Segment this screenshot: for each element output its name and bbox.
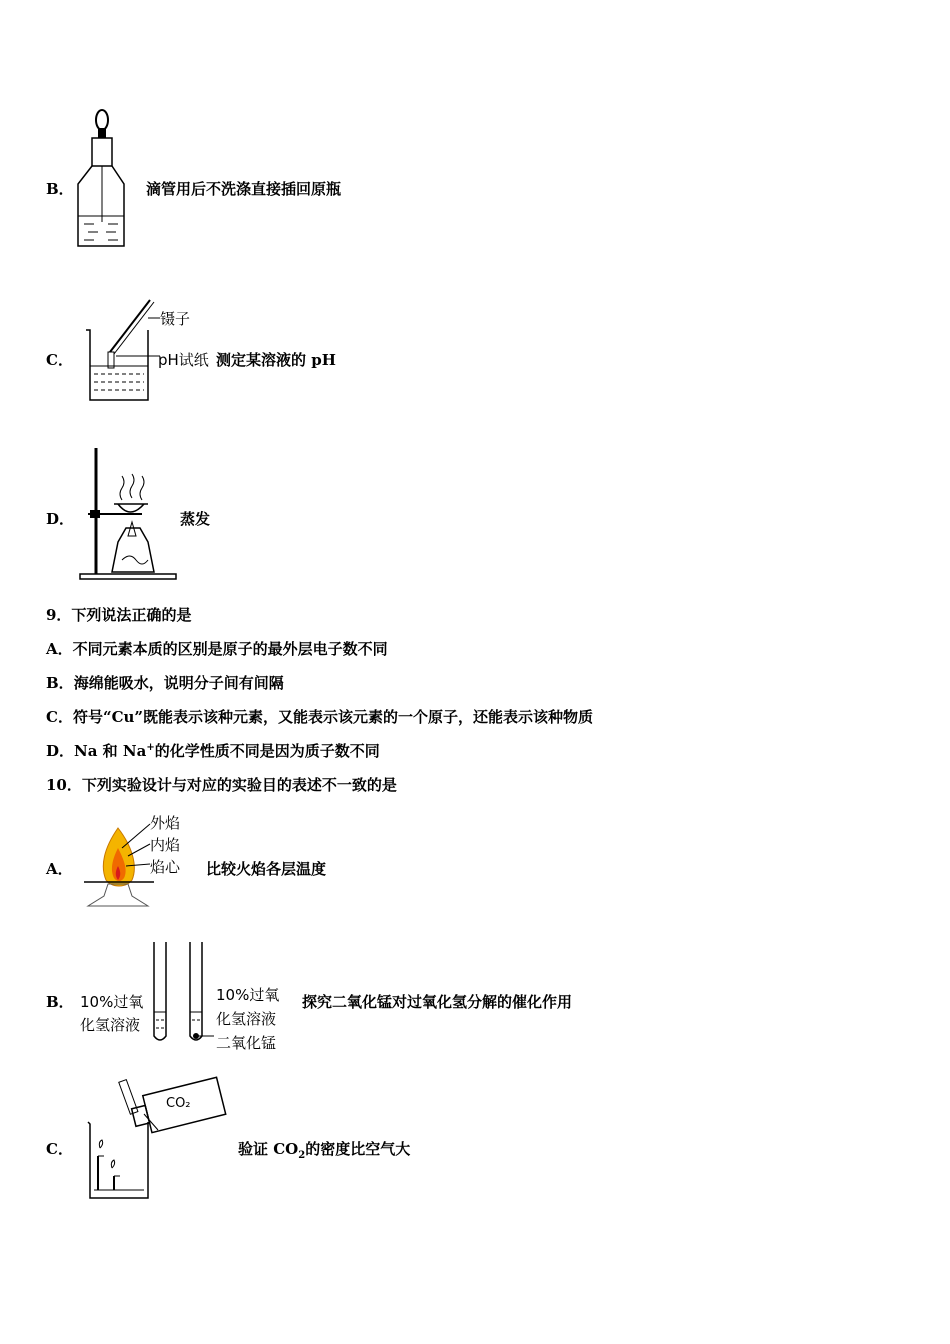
ph-paper-callout: pH试纸	[158, 351, 209, 369]
q9-option-d-text-post: 的化学性质不同是因为质子数不同	[154, 742, 380, 760]
q10-option-a-label: A．	[46, 860, 73, 878]
flame-core-callout: 焰心	[150, 858, 181, 876]
q9-option-c-text: 符号“Cu”既能表示该种元素，又能表示该元素的一个原子，还能表示该种物质	[72, 708, 594, 726]
test-tubes-figure	[148, 940, 216, 1048]
tube-right-callout-2: 化氢溶液	[216, 1010, 277, 1028]
q9-option-b-label: B．	[46, 674, 74, 692]
q9-option-d-text-pre: Na 和 Na	[74, 742, 147, 760]
q10-option-c-text-pre: 验证 CO	[238, 1140, 299, 1158]
beaker-tweezers-figure	[80, 294, 160, 404]
co2-bottle-label: CO₂	[166, 1096, 191, 1111]
q8-option-b-text: 滴管用后不洗涤直接插回原瓶	[146, 180, 342, 198]
tube-left-callout-2: 化氢溶液	[80, 1016, 141, 1034]
q10-option-c-text-post: 的密度比空气大	[305, 1140, 411, 1158]
evaporation-apparatus-figure	[78, 444, 178, 582]
flame-callout-lines	[120, 818, 154, 878]
q9-option-b-text: 海绵能吸水，说明分子间有间隔	[73, 674, 284, 692]
question-9-stem: 9．下列说法正确的是	[46, 606, 192, 624]
q10-option-c-label: C．	[46, 1140, 73, 1158]
q8-option-d-label: D．	[46, 510, 75, 528]
q9-option-c-label: C．	[46, 708, 73, 726]
inner-flame-callout: 内焰	[150, 836, 181, 854]
outer-flame-callout: 外焰	[150, 814, 181, 832]
q9-option-a	[46, 638, 388, 659]
q10-option-b-text: 探究二氧化锰对过氧化氢分解的催化作用	[302, 993, 573, 1011]
tweezers-callout: 镊子	[160, 310, 191, 328]
q9-option-b	[46, 672, 284, 693]
q9-option-c	[46, 706, 593, 727]
q9-option-d-sup: +	[146, 742, 155, 753]
q8-option-d-text: 蒸发	[180, 510, 211, 528]
tube-left-callout-1: 10%过氧	[80, 993, 144, 1011]
q9-option-a-label: A．	[46, 640, 73, 658]
q8-option-b-label: B．	[46, 180, 74, 198]
co2-pouring-figure	[84, 1074, 234, 1204]
q10-option-b-label: B．	[46, 993, 74, 1011]
q8-option-c-label: C．	[46, 351, 73, 369]
question-10-stem: 10．下列实验设计与对应的实验目的表述不一致的是	[46, 776, 397, 794]
q9-option-d	[46, 740, 380, 761]
dropper-bottle-figure	[72, 104, 128, 250]
q10-option-c-sub: 2	[298, 1150, 306, 1161]
q9-option-d-label: D．	[46, 742, 75, 760]
manganese-dioxide-callout: 二氧化锰	[216, 1034, 277, 1052]
q8-option-c-text: 测定某溶液的 pH	[216, 351, 336, 369]
q9-option-a-text: 不同元素本质的区别是原子的最外层电子数不同	[72, 640, 388, 658]
q10-option-a-text: 比较火焰各层温度	[206, 860, 327, 878]
tube-right-callout-1: 10%过氧	[216, 986, 280, 1004]
q10-option-c-text	[238, 1138, 410, 1161]
